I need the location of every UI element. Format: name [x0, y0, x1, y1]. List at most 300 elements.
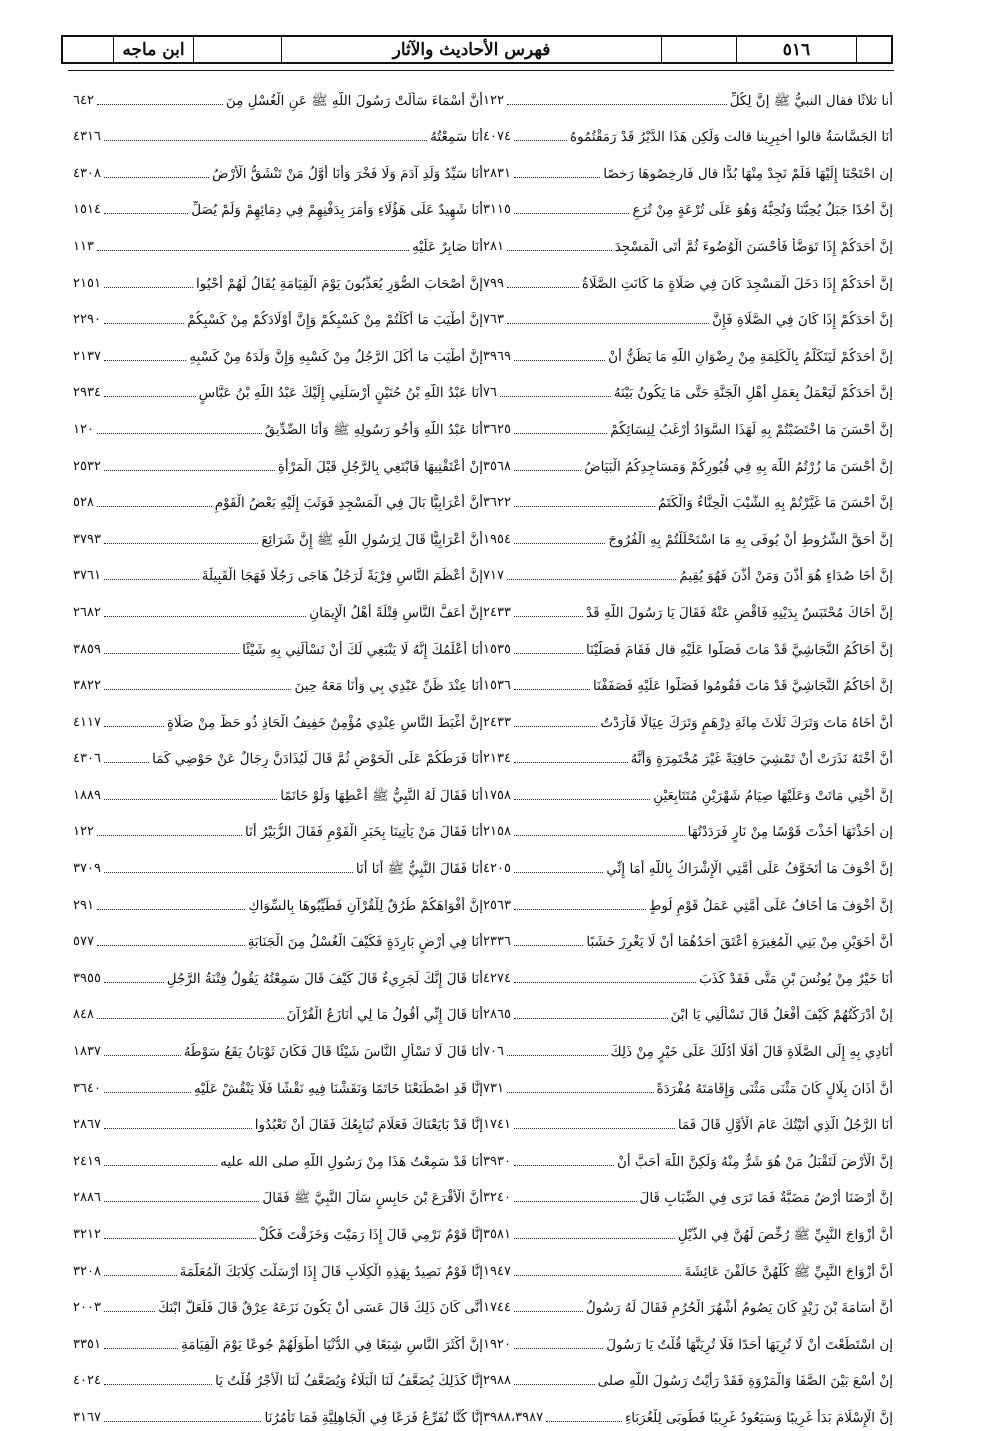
dot-leader: [97, 250, 409, 251]
hadith-reference-number: ٤٣٠٨: [73, 165, 101, 181]
hadith-reference-number: ١٧٤١: [483, 1117, 511, 1133]
dot-leader: [514, 835, 685, 836]
hadith-incipit: أنَّ الْأَقْرَعَ بْنَ حَابِسٍ سَأَلَ النَّبِيَّ ﷺ فَقَالَ: [262, 1190, 483, 1207]
index-entry: [483, 406, 893, 443]
hadith-incipit: إنَّا كُنَّا نُفَرِّعُ فَرَعًا فِي الْجَاهِلِيَّةِ فَمَا تَأْمُرُنَا: [264, 1409, 483, 1426]
hadith-reference-number: ٢٨٨٦: [73, 1190, 101, 1206]
dot-leader: [97, 433, 262, 434]
index-entry: [483, 1358, 893, 1395]
index-entry: [483, 1065, 893, 1102]
index-entry: [483, 1175, 893, 1212]
hadith-reference-number: ٣٥٦٨: [483, 458, 511, 474]
hadith-incipit: أَنَا الرَّجُلُ الَّذِي أَتَيْتُكَ عَامَ الْأَوَّلِ قَالَ فَمَا: [677, 1117, 893, 1134]
index-entry: [483, 1321, 893, 1358]
hadith-incipit: إنَّ الْإِسْلَامَ بَدَأَ غَرِيبًا وَسَيَعُودُ غَرِيبًا فَطُوبَى لِلْغُرَبَاءِ: [624, 1409, 893, 1426]
dot-leader: [514, 433, 607, 434]
hadith-reference-number: ١٢٠: [73, 421, 94, 437]
dot-leader: [514, 982, 696, 983]
hadith-reference-number: ٣٧٦١: [73, 568, 101, 584]
hadith-incipit: إنْ أَدْرَكْتُهُمْ كَيْفَ أَفْعَلُ قَالَ تَسْأَلُنِي يَا ابْنَ: [670, 1007, 893, 1024]
header-blank-cell: [661, 37, 736, 62]
dot-leader: [97, 945, 245, 946]
hadith-reference-number: ١٩٥٤: [483, 531, 511, 547]
hadith-reference-number: ٢٨٣١: [483, 165, 511, 181]
hadith-reference-number: ٨٤٨: [73, 1007, 94, 1023]
hadith-reference-number: ٧٣١: [483, 1080, 504, 1096]
hadith-incipit: إنَّ أَحَدَكُمْ إِذَا دَخَلَ الْمَسْجِدَ كَانَ فِي صَلَاةٍ مَا كَانَتِ الصَّلَاةُ: [581, 275, 893, 292]
hadith-incipit: إنَّ أَكْثَرَ النَّاسِ شِبَعًا فِي الدُّنْيَا أَطْوَلُهُمْ جُوعًا يَوْمَ الْقِيَامَةِ: [181, 1336, 483, 1353]
hadith-reference-number: ١٩٢٠: [483, 1336, 511, 1352]
dot-leader: [514, 1128, 675, 1129]
hadith-incipit: إن احْتَجْنَا إِلَيْهَا فَلَمْ نَجِدْ مِنْهَا بُدًّا قال فَارخِصُوهَا رَخصًا: [603, 165, 893, 182]
hadith-incipit: أَنَا خَيْرٌ مِنْ يُونُسَ بْنِ مَتَّى فَقَدْ كَذَبَ: [699, 970, 893, 987]
dot-leader: [104, 616, 306, 617]
hadith-incipit: إن أَخَذْتَهَا أَخَذْتَ قَوْسًا مِنْ نَارٍ فَرَدَدْتُهَا: [687, 824, 893, 841]
hadith-reference-number: ٢٠٠٣: [73, 1300, 101, 1316]
hadith-reference-number: ٦٤٢: [73, 92, 94, 108]
index-entry: [73, 1175, 483, 1212]
hadith-reference-number: ١٩٤٧: [483, 1263, 511, 1279]
dot-leader: [514, 653, 583, 654]
index-entry: [483, 1138, 893, 1175]
hadith-incipit: أَنَا فَرَطُكُمْ عَلَى الْحَوْضِ ثُمَّ قَالَ لَيُذَادَنَّ رِجَالٌ عَنْ حَوْضِي كَمَا: [152, 751, 483, 768]
hadith-incipit: أنَّ أَخَوَيْنِ مِنْ بَنِي الْمُغِيرَةِ أَعْتَقَ أَحَدُهُمَا أَنْ لَا يَغْرِزَ خَشَبًا: [586, 934, 893, 951]
index-entry: [483, 919, 893, 956]
index-entry: [483, 333, 893, 370]
hadith-reference-number: ٧١٧: [483, 568, 504, 584]
hadith-incipit: أُنَادِي بِهِ إِلَى الصَّلَاةِ قَالَ أَفَلَا أَدُلُّكَ عَلَى خَيْرٍ مِنْ ذَلِكَ: [610, 1044, 893, 1061]
dot-leader: [514, 799, 650, 800]
dot-leader: [97, 1018, 284, 1019]
index-entry: [483, 1102, 893, 1139]
index-entry: [73, 919, 483, 956]
right-column: [483, 77, 893, 1426]
hadith-incipit: أَنَا فَقَالَ النَّبِيُّ ﷺ أَنَا أَنَا: [355, 861, 483, 878]
index-entry: [73, 406, 483, 443]
dot-leader: [514, 762, 628, 763]
hadith-reference-number: ٢١٥١: [73, 275, 101, 291]
hadith-reference-number: ٥٧٧: [73, 934, 94, 950]
dot-leader: [514, 543, 605, 544]
index-entry: [73, 1102, 483, 1139]
index-entry: [483, 955, 893, 992]
index-entry: [483, 772, 893, 809]
index-entry: [73, 223, 483, 260]
index-entry: [483, 516, 893, 553]
hadith-incipit: أَنَا عَبْدُ اللَّهِ وَأَخُو رَسُولِهِ ﷺ وَأَنَا الصِّدِّيقُ: [264, 421, 483, 438]
index-entry: [73, 1028, 483, 1065]
hadith-reference-number: ٤٣١٦: [73, 129, 101, 145]
hadith-reference-number: ٢٤٣٣: [483, 714, 511, 730]
dot-leader: [104, 1055, 181, 1056]
dot-leader: [507, 1055, 608, 1056]
hadith-reference-number: ٢٨١: [483, 238, 504, 254]
index-entry: [73, 1065, 483, 1102]
index-entry: [483, 663, 893, 700]
index-entry: [483, 553, 893, 590]
hadith-reference-number: ٢٨٦٧: [73, 1117, 101, 1133]
hadith-reference-number: ٣٦٢٢: [483, 495, 511, 511]
book-name: ابن ماجه: [113, 37, 193, 62]
dot-leader: [104, 1165, 217, 1166]
dot-leader: [97, 835, 242, 836]
dot-leader: [104, 140, 427, 141]
index-entry: [483, 882, 893, 919]
index-entry: [73, 589, 483, 626]
page-number: ٥١٦: [736, 37, 856, 62]
hadith-reference-number: ١٥٣٥: [483, 641, 511, 657]
dot-leader: [104, 1311, 155, 1312]
index-entry: [73, 333, 483, 370]
hadith-incipit: أَنَّى كَانَ ذَلِكَ قَالَ عَسَى أَنْ يَكُونَ نَزَعَهُ عِرْقٌ قَالَ فَلَعَلَّ ابْنَكَ: [158, 1300, 483, 1317]
hadith-incipit: أنَّ أَعْرَابِيًّا قَالَ لِرَسُولِ اللَّهِ ﷺ إِنَّ شَرَائِعَ: [261, 531, 483, 548]
hadith-reference-number: ٢٥٦٣: [483, 897, 511, 913]
dot-leader: [507, 104, 727, 105]
index-entry: [73, 480, 483, 517]
hadith-incipit: إنَّ أَحَدَكُمْ لَيَعْمَلُ بِعَمَلِ أَهْلِ الْجَنَّةِ حَتَّى مَا يَكُونُ بَيْنَهُ: [613, 385, 893, 402]
hadith-incipit: إنَّا قَدِ اصْطَنَعْنَا خَاتَمًا وَنَقَشْنَا فِيهِ نَقْشًا فَلَا يَنْقُشْ عَلَيْهِ: [193, 1080, 483, 1097]
dot-leader: [514, 360, 605, 361]
dot-leader: [514, 616, 583, 617]
index-entry: [483, 809, 893, 846]
hadith-incipit: إنَّ أَخَاكَ مُحْتَبَسٌ بِدَيْنِهِ فَاقْضِ عَنْهُ فَقَالَ يَا رَسُولَ اللَّهِ قَدْ: [586, 604, 893, 621]
hadith-reference-number: ٣١١٥: [483, 202, 511, 218]
hadith-incipit: أَنَا قَالَ إِنَّكَ لَجَرِيءٌ قَالَ كَيْفَ قَالَ سَمِعْتُهُ يَقُولُ فِتْنَةُ الرَّجُلِ: [166, 970, 483, 987]
hadith-reference-number: ٢٩٨٨: [483, 1373, 511, 1389]
index-entry: [483, 736, 893, 773]
dot-leader: [514, 872, 603, 873]
hadith-incipit: إنَّ أَرْضَنَا أَرْضٌ مَضَبَّةٌ فَمَا تَرَى فِي الضِّبَابِ قَالَ: [639, 1190, 893, 1207]
hadith-incipit: أَنَا قَالَ لَا تَسْأَلِ النَّاسَ شَيْئًا قَالَ فَكَانَ ثَوْبَانُ يَقَعُ سَوْطُهُ: [183, 1044, 483, 1061]
dot-leader: [104, 1384, 212, 1385]
hadith-incipit: أَنَا عِنْدَ ظَنِّ عَبْدِي بِي وَأَنَا مَعَهُ حِينَ: [294, 678, 483, 695]
hadith-incipit: أَنَا قَالَ إِنِّي أَقُولُ مَا لِي أُنَازَعُ الْقُرْآنَ: [286, 1007, 483, 1024]
hadith-reference-number: ٤١١٧: [73, 714, 101, 730]
index-entry: [73, 516, 483, 553]
index-entry: [73, 992, 483, 1029]
dot-leader: [104, 982, 164, 983]
hadith-incipit: إنَّ أَخَاكُمُ النَّجَاشِيَّ قَدْ مَاتَ فَصَلُّوا عَلَيْهِ قال فَقَامَ فَصَلَّيْنَا: [585, 641, 893, 658]
index-entry: [73, 297, 483, 334]
index-entry: [483, 1028, 893, 1065]
index-entry: [483, 297, 893, 334]
hadith-reference-number: ١٧٤٤: [483, 1300, 511, 1316]
index-entry: [73, 845, 483, 882]
dot-leader: [514, 470, 581, 471]
header-divider: [68, 70, 894, 71]
dot-leader: [507, 250, 612, 251]
hadith-incipit: إنَّ أَصْحَابَ الصُّوَرِ يُعَذَّبُونَ يَوْمَ الْقِيَامَةِ يُقَالُ لَهُمْ أَحْيُوا: [196, 275, 483, 292]
index-entry: [73, 77, 483, 114]
index-entry: [73, 187, 483, 224]
hadith-reference-number: ٢٣٣٦: [483, 934, 511, 950]
dot-leader: [514, 689, 590, 690]
hadith-incipit: إن اسْتَطَعْتَ أَنْ لَا تُرِيَهَا أَحَدًا فَلَا تُرِيَنَّهَا قُلْتُ يَا رَسُولَ: [606, 1336, 893, 1353]
hadith-incipit: إنَّ أَطْيَبَ مَا أَكَلْتُمْ مِنْ كَسْبِكُمْ وَإِنَّ أَوْلَادَكُمْ مِنْ كَسْبِكُمْ: [187, 312, 483, 329]
hadith-incipit: أَنَا شَهِيدٌ عَلَى هَؤُلَاءِ وَأَمَرَ بِدَفْنِهِمْ فِي دِمَائِهِمْ وَلَمْ يُصَلِّ: [191, 202, 483, 219]
index-entry: [73, 1248, 483, 1285]
hadith-incipit: أَنَا صَابِرٌ عَلَيْهِ: [412, 238, 483, 255]
hadith-reference-number: ٤٢٧٤: [483, 970, 511, 986]
dot-leader: [97, 909, 245, 910]
hadith-incipit: أنَّ أَعْرَابِيًّا بَالَ فِي الْمَسْجِدِ فَوَثَبَ إِلَيْهِ بَعْضُ الْقَوْمِ: [214, 495, 483, 512]
hadith-incipit: إنَّ أَخْوَفَ مَا أَتَخَوَّفُ عَلَى أُمَّتِي الْإِشْرَاكُ بِاللَّهِ أَمَا إِنِّي: [606, 861, 893, 878]
index-entry: [73, 1138, 483, 1175]
dot-leader: [104, 726, 164, 727]
dot-leader: [507, 579, 676, 580]
hadith-reference-number: ١٨٣٧: [73, 1044, 101, 1060]
hadith-reference-number: ٤٢٠٥: [483, 861, 511, 877]
hadith-incipit: أَنَا فِي أَرْضٍ بَارِدَةٍ فَكَيْفَ الْغُسْلُ مِنَ الْجَنَابَةِ: [247, 934, 483, 951]
index-entry: [483, 443, 893, 480]
hadith-incipit: إنَّ أَفْوَاهَكُمْ طُرُقٌ لِلْقُرْآنِ فَطَيِّبُوهَا بِالسِّوَاكِ: [248, 897, 483, 914]
dot-leader: [104, 872, 353, 873]
dot-leader: [97, 506, 212, 507]
hadith-incipit: إنَّ أَحْسَنَ مَا غَيَّرْتُمْ بِهِ الشَّيْبَ الْحِنَّاءُ وَالْكَتَمُ: [657, 495, 893, 512]
hadith-reference-number: ٢٦٨٢: [73, 604, 101, 620]
hadith-reference-number: ١٧٥٨: [483, 787, 511, 803]
dot-leader: [514, 1238, 675, 1239]
hadith-incipit: إنْ أَعْتَقْتِيهَا فَابْتَغِي بِالرَّجُلِ قَبْلَ الْمَرْأَةِ: [277, 458, 483, 475]
hadith-incipit: أنَّ أُخْتَهُ نَذَرَتْ أَنْ تَمْشِيَ حَافِيَةً غَيْرَ مُخْتَمِرَةٍ وَأَنَّهُ: [630, 751, 893, 768]
index-entry: [73, 699, 483, 736]
dot-leader: [507, 1092, 654, 1093]
dot-leader: [104, 287, 193, 288]
hadith-incipit: إنَّ أَغْبَطَ النَّاسِ عِنْدِي مُؤْمِنٌ خَفِيفُ الْحَاذِ ذُو حَظٍّ مِنْ صَلَاةٍ: [166, 714, 483, 731]
hadith-reference-number: ٣٧٠٩: [73, 861, 101, 877]
index-entry: [73, 553, 483, 590]
hadith-reference-number: ٢١٥٨: [483, 824, 511, 840]
dot-leader: [514, 1201, 637, 1202]
index-entry: [73, 260, 483, 297]
hadith-reference-number: ٣٢١٢: [73, 1227, 101, 1242]
dot-leader: [514, 140, 567, 141]
dot-leader: [514, 1018, 668, 1019]
hadith-reference-number: ١٢٢: [73, 824, 94, 840]
index-entry: [483, 1211, 893, 1248]
index-entry: [73, 626, 483, 663]
hadith-reference-number: ٣٢٠٨: [73, 1263, 101, 1279]
hadith-incipit: إنَّ أُحُدًا جَبَلٌ يُحِبُّنَا وَنُحِبُّهُ وَهُوَ عَلَى تُرْعَةٍ مِنْ تُرَعِ: [632, 202, 893, 219]
index-entry: [73, 882, 483, 919]
hadith-incipit: إنَّ أَحَدَكُمْ إِذَا تَوَضَّأَ فَأَحْسَنَ الْوُضُوءَ ثُمَّ أَتَى الْمَسْجِدَ: [614, 238, 893, 255]
hadith-reference-number: ٤٠٧٤: [483, 129, 511, 145]
hadith-reference-number: ٣٢٤٠: [483, 1190, 511, 1206]
dot-leader: [104, 1348, 178, 1349]
hadith-reference-number: ٢٥٣٢: [73, 458, 101, 474]
hadith-incipit: إنَّ أَخَا صُدَاءٍ هُوَ أَذَّنَ وَمَنْ أَذَّنَ فَهُوَ يُقِيمُ: [679, 568, 893, 585]
hadith-incipit: إنَّ أَحَقَّ الشُّرُوطِ أَنْ يُوفَى بِهِ مَا اسْتَحْلَلْتُمْ بِهِ الْفُرُوجَ: [608, 531, 893, 548]
index-entry: [483, 626, 893, 663]
index-entry: [483, 589, 893, 626]
index-entry: [483, 1394, 893, 1431]
hadith-reference-number: ٣٨٥٩: [73, 641, 101, 657]
dot-leader: [97, 104, 223, 105]
dot-leader: [500, 396, 611, 397]
hadith-incipit: إنَّا كَذَلِكَ يُضَعَّفُ لَنَا الْبَلَاءُ وَيُضَعَّفُ لَنَا الْأَجْرُ قُلْتُ يَا: [215, 1373, 483, 1390]
dot-leader: [514, 1348, 603, 1349]
hadith-incipit: إنَّ أَطْيَبَ مَا أَكَلَ الرَّجُلُ مِنْ كَسْبِهِ وَإِنَّ وَلَدَهُ مِنْ كَسْبِهِ: [189, 348, 483, 365]
hadith-reference-number: ٧٦٣: [483, 312, 504, 328]
dot-leader: [507, 323, 709, 324]
index-entry: [73, 370, 483, 407]
index-entry: [73, 955, 483, 992]
hadith-reference-number: ٣٧٩٣: [73, 531, 101, 547]
index-entry: [483, 699, 893, 736]
index-entry: [73, 663, 483, 700]
dot-leader: [507, 287, 579, 288]
dot-leader: [104, 396, 196, 397]
dot-leader: [514, 726, 597, 727]
header-blank-cell: [63, 37, 113, 62]
hadith-reference-number: ٢٩٣٤: [73, 385, 101, 401]
hadith-reference-number: ٤٣٠٦: [73, 751, 101, 767]
hadith-reference-number: ٣١٦٧: [73, 1409, 101, 1425]
hadith-incipit: إنَّ أَحَدَكُمْ إِذَا كَانَ فِي الصَّلَاةِ فَإِنَّ: [712, 312, 893, 329]
index-entry: [73, 1394, 483, 1431]
hadith-reference-number: ٤٠٢٤: [73, 1373, 101, 1389]
hadith-reference-number: ٣٦٤٠: [73, 1080, 101, 1096]
hadith-reference-number: ٢٤٣٣: [483, 604, 511, 620]
dot-leader: [104, 177, 209, 178]
hadith-reference-number: ٣٩٥٥: [73, 970, 101, 986]
hadith-reference-number: ١١٣: [73, 238, 94, 254]
dot-leader: [514, 213, 630, 214]
hadith-reference-number: ٧٩٩: [483, 275, 504, 291]
hadith-reference-number: ٣٨٢٢: [73, 678, 101, 694]
hadith-reference-number: ٢٩١: [73, 897, 94, 913]
hadith-incipit: إنَّ أَحْسَنَ مَا زُرْتُمُ اللَّهَ بِهِ فِي قُبُورِكُمْ وَمَسَاجِدِكُمُ الْبَيَاضُ: [584, 458, 893, 475]
index-entry: [483, 370, 893, 407]
hadith-incipit: أنَّ أَذَانَ بِلَالٍ كَانَ مَثْنَى مَثْنَى وَإِقَامَتَهُ مُفْرَدَةً: [656, 1080, 893, 1097]
dot-leader: [514, 1165, 614, 1166]
hadith-reference-number: ٥٢٨: [73, 495, 94, 511]
index-entry: [483, 187, 893, 224]
hadith-incipit: أنَّ أَسْمَاءَ سَأَلَتْ رَسُولَ اللَّهِ ﷺ عَنِ الْغُسْلِ مِنَ: [225, 92, 483, 109]
index-entry: [73, 1285, 483, 1322]
dot-leader: [514, 1275, 682, 1276]
hadith-reference-number: ١٢٢: [483, 92, 504, 108]
index-entry: [73, 1211, 483, 1248]
hadith-reference-number: ٧٦: [483, 385, 497, 401]
index-entry: [73, 114, 483, 151]
dot-leader: [104, 543, 258, 544]
dot-leader: [514, 1311, 583, 1312]
hadith-incipit: إنَّ الْأَرْضَ لَتَقْبَلُ مَنْ هُوَ شَرٌّ مِنْهُ وَلَكِنَّ اللَّهَ أَحَبَّ أَنْ: [616, 1153, 893, 1170]
dot-leader: [546, 1421, 622, 1422]
hadith-incipit: إنَّا قَوْمٌ نَصِيدُ بِهَذِهِ الْكِلَابِ قَالَ إِذَا أَرْسَلْتَ كِلَابَكَ الْمُعَلَّمَةَ: [179, 1263, 483, 1280]
hadith-incipit: أنَّ أُسَامَةَ بْنَ زَيْدٍ كَانَ يَصُومُ أَشْهُرَ الْحُرُمِ فَقَالَ لَهُ رَسُولُ: [585, 1300, 893, 1317]
dot-leader: [104, 323, 184, 324]
dot-leader: [104, 1421, 262, 1422]
page-header: [61, 35, 893, 64]
hadith-reference-number: ٢٨٦٥: [483, 1007, 511, 1023]
index-entry: [483, 1248, 893, 1285]
index-entry: [483, 223, 893, 260]
header-blank-cell: [856, 37, 891, 62]
hadith-incipit: أَنَا فَقَالَ لَهُ النَّبِيُّ ﷺ أَعْطِهَا وَلَوْ خَاتَمًا: [280, 787, 483, 804]
index-entry: [73, 809, 483, 846]
hadith-incipit: أَنَا أَعْلَمُكَ إِنَّهُ لَا يَنْبَغِي لَكَ أَنْ تَسْأَلَنِي بِهِ شَيْئًا: [242, 641, 483, 658]
dot-leader: [104, 1238, 256, 1239]
dot-leader: [514, 177, 600, 178]
dot-leader: [104, 470, 275, 471]
hadith-reference-number: ٧٠٦: [483, 1044, 504, 1060]
hadith-reference-number: ٣٩٨٨،٣٩٨٧: [483, 1409, 544, 1425]
hadith-incipit: أَنَا سَمِعْتُهُ: [430, 129, 483, 146]
hadith-incipit: أَنَا فَقَالَ مَنْ يَأْتِينَا بِخَبَرِ الْقَوْمِ فَقَالَ الزُّبَيْرُ أَنَا: [245, 824, 483, 841]
dot-leader: [104, 689, 292, 690]
hadith-incipit: أنا ثلاثًا فقال النبيُّ ﷺ إنَّ لِكُلِّ: [729, 92, 893, 109]
hadith-incipit: أنَّ أَزْوَاجَ النَّبِيِّ ﷺ كُلَّهُنَّ خَالَفْنَ عَائِشَةَ: [684, 1263, 893, 1280]
hadith-incipit: إنَّ أَعْظَمَ النَّاسِ فِرْيَةً لَرَجُلٌ هَاجَى رَجُلًا فَهَجَا الْقَبِيلَةَ: [201, 568, 483, 585]
hadith-reference-number: ٢١٣٧: [73, 348, 101, 364]
hadith-reference-number: ٣٩٣٠: [483, 1153, 511, 1169]
hadith-incipit: أَنَا سَيِّدُ وَلَدِ آدَمَ وَلَا فَخْرَ وَأَنَا أَوَّلُ مَنْ تَنْشَقُّ الْأَرْضُ: [212, 165, 483, 182]
dot-leader: [104, 799, 277, 800]
dot-leader: [104, 1092, 191, 1093]
index-entry: [483, 150, 893, 187]
index-entry: [73, 772, 483, 809]
dot-leader: [104, 762, 149, 763]
hadith-incipit: أنَّ أَزْوَاجَ النَّبِيِّ ﷺ رُخِّصَ لَهُنَّ فِي الذَّيْلِ: [677, 1227, 893, 1243]
hadith-reference-number: ٢٤١٩: [73, 1153, 101, 1169]
hadith-reference-number: ٣٣٥١: [73, 1336, 101, 1352]
index-entry: [483, 114, 893, 151]
hadith-incipit: أنَّ أَخَاهُ مَاتَ وَتَرَكَ ثَلَاثَ مِائَةِ دِرْهَمٍ وَتَرَكَ عِيَالًا فَأَرَدْتُ: [600, 714, 893, 731]
index-entry: [73, 1358, 483, 1395]
index-entry: [483, 77, 893, 114]
hadith-incipit: إنَّ أَحْسَنَ مَا اخْتَضَبْتُمْ بِهِ لَهَذَا السَّوَادُ أَرْغَبُ لِنِسَائِكُمْ: [610, 421, 893, 438]
hadith-reference-number: ٢١٣٤: [483, 751, 511, 767]
dot-leader: [104, 1201, 259, 1202]
dot-leader: [104, 360, 186, 361]
index-entry: [483, 1285, 893, 1322]
hadith-reference-number: ٣٥٨١: [483, 1227, 511, 1242]
index-entry: [483, 992, 893, 1029]
dot-leader: [514, 945, 583, 946]
index-entry: [73, 443, 483, 480]
hadith-reference-number: ١٥١٤: [73, 202, 101, 218]
dot-leader: [514, 909, 646, 910]
dot-leader: [104, 579, 199, 580]
index-entry: [73, 736, 483, 773]
hadith-incipit: إنَّ أَخَاكُمُ النَّجَاشِيَّ قَدْ مَاتَ فَقُومُوا فَصَلُّوا عَلَيْهِ فَصَفَفْنَا: [593, 678, 893, 695]
left-column: [73, 77, 483, 1426]
page-title: فهرس الأحاديث والآثار: [281, 37, 661, 62]
hadith-incipit: إنَّ أَخْوَفَ مَا أَخَافُ عَلَى أُمَّتِي عَمَلُ قَوْمِ لُوطٍ: [648, 897, 893, 914]
hadith-reference-number: ٢٢٩٠: [73, 312, 101, 328]
dot-leader: [104, 1128, 252, 1129]
dot-leader: [104, 653, 239, 654]
dot-leader: [514, 506, 655, 507]
hadith-incipit: أنَا الجَسَّاسَةُ قالوا أخبِرِينا قالت وَلَكِن هَذَا الدَّيْرُ قَدْ رَمَقْتُمُوهُ: [570, 129, 893, 146]
index-entry: [483, 845, 893, 882]
hadith-reference-number: ١٥٣٦: [483, 678, 511, 694]
dot-leader: [104, 213, 188, 214]
index-entry: [483, 260, 893, 297]
dot-leader: [104, 1275, 177, 1276]
header-blank-cell: [193, 37, 281, 62]
index-entry: [73, 1321, 483, 1358]
hadith-incipit: أَنَا عَبْدُ اللَّهِ بْنُ حُنَيْنٍ أَرْسَلَنِي إِلَيْكَ عَبْدُ اللَّهِ بْنُ عَبَّاسٍ: [198, 385, 483, 402]
hadith-incipit: إنَّ أَعَفَّ النَّاسِ قِتْلَةً أَهْلُ الْإِيمَانِ: [309, 604, 483, 621]
hadith-incipit: إنْ أَسْعَ بَيْنَ الصَّفَا وَالْمَرْوَةِ فَقَدْ رَأَيْتُ رَسُولَ اللَّهِ صلى: [597, 1373, 893, 1390]
index-entry: [483, 480, 893, 517]
hadith-reference-number: ٣٩٦٩: [483, 348, 511, 364]
hadith-incipit: إنَّ أَحَدَكُمْ لَيَتَكَلَّمُ بِالْكَلِمَةِ مِنْ رِضْوَانِ اللَّهِ مَا يَظُنُّ أَنْ: [608, 348, 893, 365]
hadith-incipit: إنَّ أُخْتِي مَاتَتْ وَعَلَيْهَا صِيَامُ شَهْرَيْنِ مُتَتَابِعَيْنِ: [653, 787, 893, 804]
